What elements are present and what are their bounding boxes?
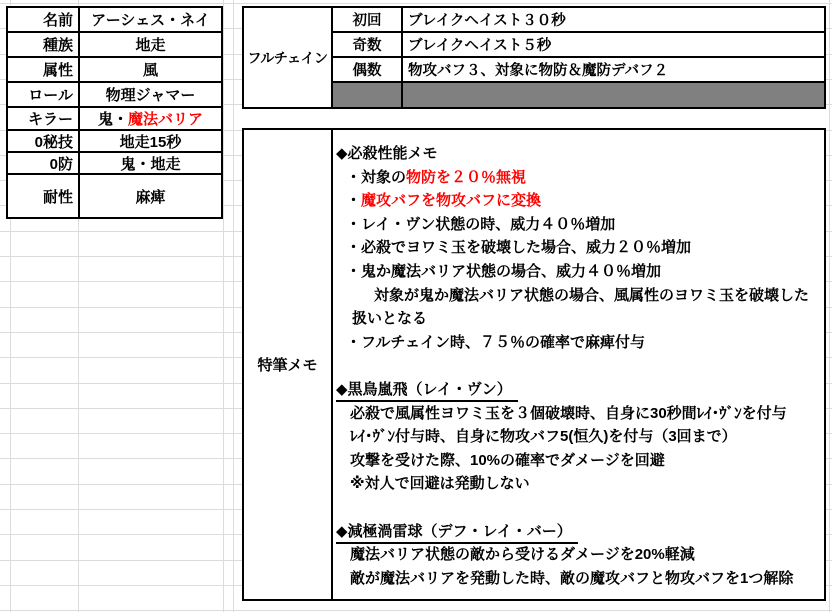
profile-value-name[interactable]: アーシェス・ネイ — [91, 12, 210, 29]
profile-value-resist[interactable]: 麻痺 — [135, 188, 166, 206]
memo-text-segment: ※対人で回避は発動しない — [350, 475, 530, 493]
gridline-horizontal — [0, 3, 832, 4]
memo-line — [336, 472, 822, 496]
memo-text-segment: ・ — [346, 192, 362, 210]
memo-line — [336, 496, 822, 520]
profile-value-zero-hiden[interactable]: 地走15秒 — [119, 133, 182, 151]
profile-label-role[interactable]: ロール — [8, 83, 80, 106]
gridline-vertical — [829, 0, 830, 612]
memo-line — [336, 236, 822, 260]
memo-text-segment: 魔法バリア状態の敵から受けるダメージを20%軽減 — [350, 546, 695, 564]
memo-text-segment: ・対象の — [346, 168, 407, 186]
killer-segment-red: 魔法バリア — [128, 111, 204, 128]
memo-box — [242, 128, 826, 601]
chain-label-even[interactable]: 偶数 — [333, 58, 403, 81]
memo-header-cell[interactable]: 特筆メモ — [244, 130, 333, 599]
gridline-horizontal — [0, 610, 832, 611]
memo-line — [336, 166, 822, 190]
memo-text-segment: 扱いとなる — [352, 310, 428, 328]
chain-value-first[interactable]: ブレイクヘイスト３０秒 — [408, 13, 566, 29]
killer-segment-black: 鬼・ — [97, 111, 128, 128]
profile-label-element[interactable]: 属性 — [8, 58, 80, 81]
memo-line — [336, 260, 822, 284]
profile-value-killer[interactable] — [80, 108, 221, 129]
chain-empty-label-cell[interactable] — [333, 83, 403, 107]
memo-line — [336, 402, 822, 426]
table-row — [8, 108, 221, 131]
fullchain-header-cell[interactable]: フルチェイン — [244, 8, 333, 107]
profile-value-race[interactable]: 地走 — [135, 37, 166, 54]
memo-text-segment: ・フルチェイン時、７５％の確率で麻痺付与 — [346, 333, 645, 351]
memo-line — [336, 354, 822, 378]
memo-text-segment: 対象が鬼か魔法バリア状態の場合、風属性のヨワミ玉を破壊した — [374, 286, 810, 304]
profile-label-zero-def[interactable]: 0防 — [8, 153, 80, 173]
profile-value-role[interactable]: 物理ジャマー — [105, 87, 196, 104]
memo-heading-underline — [336, 522, 578, 544]
table-row — [333, 8, 824, 33]
table-row — [8, 33, 221, 58]
profile-label-race[interactable]: 種族 — [8, 33, 80, 56]
table-row-empty-gray — [333, 83, 824, 107]
table-row — [333, 58, 824, 83]
fullchain-body — [333, 8, 824, 107]
memo-text-segment: ◆黒鳥嵐飛（レイ・ヴン） — [336, 380, 512, 398]
memo-line — [336, 213, 822, 237]
fullchain-table — [242, 6, 826, 109]
memo-text-segment: 攻撃を受けた際、10%の確率でダメージを回避 — [350, 451, 665, 469]
memo-content[interactable] — [333, 130, 824, 599]
memo-heading-line — [336, 378, 822, 402]
memo-line — [336, 142, 822, 166]
table-row — [8, 83, 221, 108]
table-row — [333, 33, 824, 58]
profile-table — [6, 6, 223, 219]
memo-heading-underline — [336, 380, 518, 402]
memo-text-segment: ・レイ・ヴン状態の時、威力４０％増加 — [346, 215, 616, 233]
table-row — [8, 8, 221, 33]
memo-line — [336, 284, 822, 308]
chain-empty-value-cell[interactable] — [403, 83, 824, 107]
memo-line — [336, 449, 822, 473]
memo-line — [336, 567, 822, 591]
gridline-vertical — [233, 0, 234, 612]
memo-text-segment: ﾚｲ･ｳﾞﾝ付与時、自身に物攻バフ5(恒久)を付与（3回まで） — [350, 428, 737, 446]
memo-text-segment: ・必殺でヨワミ玉を破壊した場合、威力２０％増加 — [346, 239, 692, 257]
memo-text-segment: ◆減極渦雷球（デフ・レイ・バー） — [336, 522, 572, 540]
memo-text-segment: 物防を２０％無視 — [406, 168, 527, 186]
profile-value-zero-def[interactable]: 鬼・地走 — [120, 155, 181, 173]
chain-value-odd[interactable]: ブレイクヘイスト５秒 — [408, 38, 552, 54]
profile-label-zero-hiden[interactable]: 0秘技 — [8, 131, 80, 151]
memo-line — [336, 189, 822, 213]
profile-label-killer[interactable]: キラー — [8, 108, 80, 129]
chain-label-odd[interactable]: 奇数 — [333, 33, 403, 56]
memo-line — [336, 543, 822, 567]
table-row — [8, 175, 221, 217]
gridline-vertical — [223, 0, 224, 612]
memo-line — [336, 331, 822, 355]
profile-label-resist[interactable]: 耐性 — [8, 175, 80, 217]
memo-text-segment: 必殺で風属性ヨワミ玉を３個破壊時、自身に30秒間ﾚｲ･ｳﾞﾝを付与 — [350, 404, 787, 422]
memo-text-segment: 敵が魔法バリアを発動した時、敵の魔攻バフと物攻バフを1つ解除 — [350, 569, 794, 587]
memo-text-segment: ・鬼か魔法バリア状態の場合、威力４０％増加 — [346, 262, 662, 280]
memo-line — [336, 425, 822, 449]
table-row — [8, 153, 221, 175]
table-row — [8, 131, 221, 153]
memo-text-segment: 魔攻バフを物攻バフに変換 — [361, 192, 542, 210]
memo-line — [336, 307, 822, 331]
table-row — [8, 58, 221, 83]
profile-value-element[interactable]: 風 — [142, 62, 158, 79]
chain-label-first[interactable]: 初回 — [333, 8, 403, 31]
memo-heading-line — [336, 520, 822, 544]
chain-value-even[interactable]: 物攻バフ３、対象に物防＆魔防デバフ２ — [408, 63, 669, 79]
profile-label-name[interactable]: 名前 — [8, 8, 80, 31]
memo-text-segment: ◆必殺性能メモ — [336, 145, 438, 162]
